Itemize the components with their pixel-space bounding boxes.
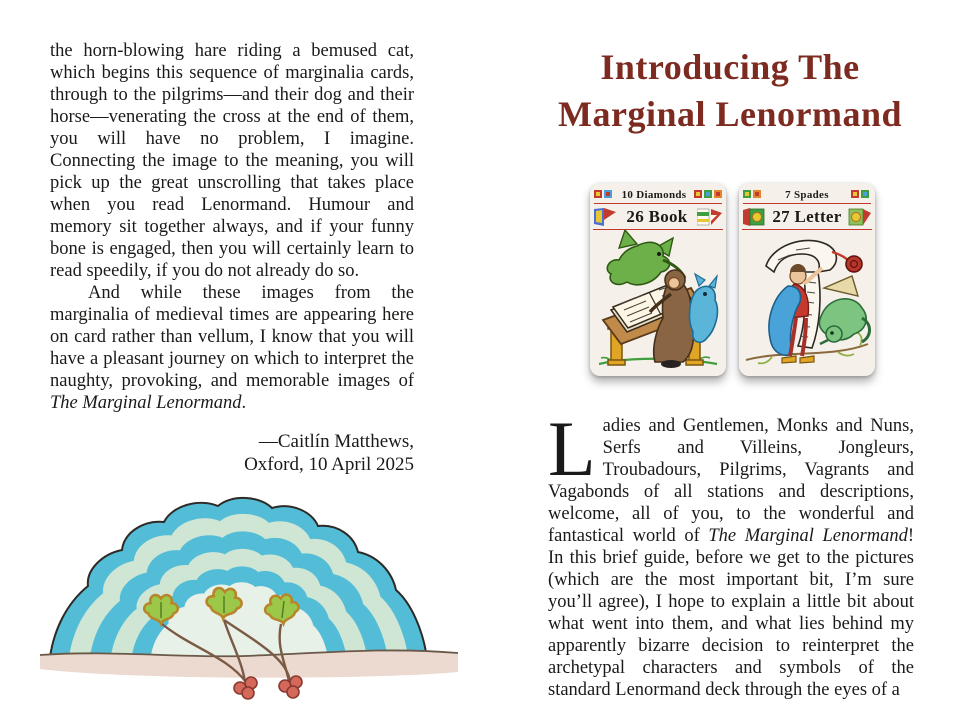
right-paragraph: [548, 404, 914, 701]
card-suit-row: [743, 186, 871, 204]
green-dragon-figure: [819, 276, 869, 344]
page-title: [520, 44, 940, 138]
pennant-flags-icon: [697, 207, 723, 227]
wax-seal: [846, 256, 862, 272]
lenormand-card-letter: [739, 183, 875, 376]
drop-cap: L: [548, 404, 596, 492]
pennant-flags-icon: [846, 207, 872, 227]
lenormand-card-book: [590, 183, 726, 376]
right-paragraph-text: adies and Gentlemen, Monks and Nuns, Serfs and Villeins, Jongleurs, Troubadours, Pilgrims, Vagrants and Vagabonds of all stations and descriptions, welcome, all of you, to the wonderful and fantastical world of: [548, 415, 914, 546]
right-paragraph-text-2: ! In this brief guide, before we get to the pictures (which are the most important bit, I’m sure you’ll agree), I hope to explain a little bit about what went into them, and what lies behind my apparently bizarre decision to reinterpret the archetypal characters and symbols of the standard Lenormand deck through the eyes of a: [548, 525, 914, 700]
pennant-flags-icon: [743, 189, 763, 200]
card-name-row: [742, 204, 872, 230]
left-paragraph-2-text: And while these images from the marginalia of medieval times are appearing here on card rather than vellum, I know that you will have a pleasant journey on which to interpret the naughty, provoking, and memorable images of: [50, 283, 414, 391]
card-pair: [590, 183, 875, 376]
scribe-scroll-seal-dragon-art: [742, 230, 872, 374]
blue-imp-figure: [690, 274, 718, 342]
page-title-line2: Marginal Lenormand: [557, 94, 902, 134]
pennant-flags-icon: [593, 207, 617, 227]
pennant-flags-icon: [851, 189, 871, 200]
signature-place-date: Oxford, 10 April 2025: [244, 454, 414, 475]
watercolor-wave-canopy-ivy-berries-illustration: [40, 492, 458, 718]
pennant-flags-icon: [742, 207, 768, 227]
right-page-text-block: [548, 396, 914, 719]
left-paragraph-1: the horn-blowing hare riding a bemused cat, which begins this sequence of marginalia cards, through to the pilgrims—and their dog and their horse—venerating the cross at the end of them, you will have no problem, I imagine. Connecting the image to the meaning, you will pick up the great unscrolling that takes place when you read Lenormand. Humour and memory sit together always, and if your funny bone is engaged, then you will certainly learn to read speedily, if you do not already do so.: [50, 41, 414, 281]
left-paragraph-2: [50, 282, 414, 414]
author-signature: [50, 430, 414, 476]
book-title-italic: The Marginal Lenormand: [708, 525, 908, 546]
monk-writing-book-with-dragons-art: [593, 230, 723, 374]
page-title-line1: Introducing The: [600, 47, 860, 87]
card-name-label: 27 Letter: [772, 206, 842, 226]
card-name-label: 26 Book: [626, 206, 688, 226]
signature-name: —Caitlín Matthews,: [258, 431, 414, 452]
left-page-text-block: [50, 40, 414, 414]
pennant-flags-icon: [694, 189, 722, 200]
card-name-row: [593, 204, 723, 230]
card-suit-row: [594, 186, 722, 204]
card-suit-label: 10 Diamonds: [621, 188, 687, 201]
pennant-flags-icon: [594, 189, 614, 200]
book-title-italic: The Marginal Lenormand: [50, 393, 242, 413]
card-suit-label: 7 Spades: [785, 188, 829, 201]
left-paragraph-2-period: .: [241, 393, 247, 413]
